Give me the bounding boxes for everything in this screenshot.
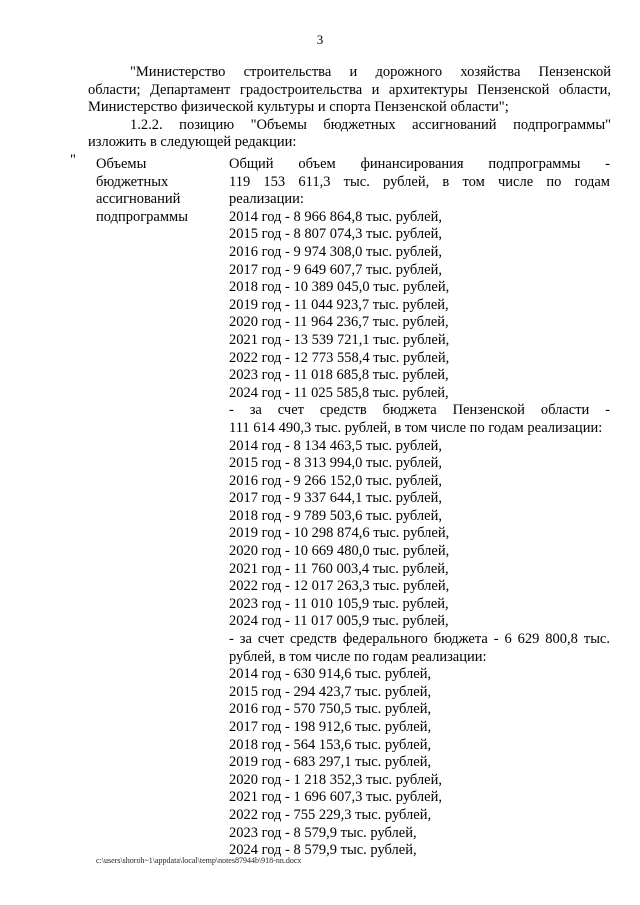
label-line: подпрограммы <box>96 208 188 225</box>
federal-years-list <box>229 666 610 860</box>
year-amount-line: 2020 год - 11 964 236,7 тыс. рублей, <box>229 314 449 331</box>
intro-line: 1.2.2. позицию "Объемы бюджетных ассигнований подпрограммы" <box>130 116 611 133</box>
year-amount-line: 2019 год - 683 297,1 тыс. рублей, <box>229 754 432 771</box>
year-amount-line: 2015 год - 8 313 994,0 тыс. рублей, <box>229 455 442 472</box>
total-line: Общий объем финансирования подпрограммы - <box>229 156 610 172</box>
federal-line: рублей, в том числе по годам реализации: <box>229 648 487 665</box>
intro-paragraph <box>88 64 611 152</box>
regional-line: - за счет средств бюджета Пензенской области - <box>229 402 610 419</box>
year-amount-line: 2022 год - 12 017 263,3 тыс. рублей, <box>229 578 450 595</box>
year-amount-line: 2016 год - 9 266 152,0 тыс. рублей, <box>229 472 442 489</box>
year-amount-line: 2018 год - 10 389 045,0 тыс. рублей, <box>229 279 450 296</box>
year-amount-line: 2021 год - 11 760 003,4 тыс. рублей, <box>229 560 449 577</box>
total-line: реализации: <box>229 191 304 208</box>
total-line: 119 153 611,3 тыс. рублей, в том числе по годам <box>229 173 610 190</box>
label-line: ассигнований <box>96 191 181 208</box>
year-amount-line: 2015 год - 8 807 074,3 тыс. рублей, <box>229 226 442 243</box>
year-amount-line: 2018 год - 9 789 503,6 тыс. рублей, <box>229 507 442 524</box>
year-amount-line: 2020 год - 10 669 480,0 тыс. рублей, <box>229 543 450 560</box>
regional-line: 111 614 490,3 тыс. рублей, в том числе по годам реализации: <box>229 419 603 436</box>
year-amount-line: 2023 год - 11 010 105,9 тыс. рублей, <box>229 595 449 612</box>
year-amount-line: 2016 год - 570 750,5 тыс. рублей, <box>229 701 432 718</box>
year-amount-line: 2018 год - 564 153,6 тыс. рублей, <box>229 736 432 753</box>
opening-quote-mark: " <box>70 152 76 168</box>
year-amount-line: 2019 год - 11 044 923,7 тыс. рублей, <box>229 296 449 313</box>
year-amount-line: 2021 год - 13 539 721,1 тыс. рублей, <box>229 331 450 348</box>
intro-line: "Министерство строительства и дорожного хозяйства Пензенской <box>130 64 611 80</box>
year-amount-line: 2016 год - 9 974 308,0 тыс. рублей, <box>229 243 442 260</box>
intro-line: области; Департамент градостроительства и архитектуры Пензенской области, <box>88 81 611 98</box>
intro-line: Министерство физической культуры и спорта Пензенской области"; <box>88 99 509 116</box>
year-amount-line: 2019 год - 10 298 874,6 тыс. рублей, <box>229 525 450 542</box>
year-amount-line: 2022 год - 12 773 558,4 тыс. рублей, <box>229 349 450 366</box>
year-amount-line: 2015 год - 294 423,7 тыс. рублей, <box>229 683 432 700</box>
position-label <box>96 156 214 226</box>
year-amount-line: 2024 год - 11 017 005,9 тыс. рублей, <box>229 613 449 630</box>
year-amount-line: 2021 год - 1 696 607,3 тыс. рублей, <box>229 789 442 806</box>
year-amount-line: 2014 год - 630 914,6 тыс. рублей, <box>229 666 432 683</box>
year-amount-line: 2020 год - 1 218 352,3 тыс. рублей, <box>229 771 442 788</box>
year-amount-line: 2023 год - 11 018 685,8 тыс. рублей, <box>229 367 449 384</box>
year-amount-line: 2024 год - 11 025 585,8 тыс. рублей, <box>229 384 449 401</box>
year-amount-line: 2017 год - 9 337 644,1 тыс. рублей, <box>229 490 442 507</box>
regional-years-list <box>229 438 610 632</box>
year-amount-line: 2014 год - 8 134 463,5 тыс. рублей, <box>229 437 442 454</box>
total-years-list <box>229 209 610 403</box>
year-amount-line: 2022 год - 755 229,3 тыс. рублей, <box>229 806 432 823</box>
year-amount-line: 2023 год - 8 579,9 тыс. рублей, <box>229 824 417 841</box>
page-number: 3 <box>316 32 324 47</box>
federal-line: - за счет средств федерального бюджета - 6 629 800,8 тыс. <box>229 631 610 648</box>
file-path-footer: c:\users\shoroh~1\appdata\local\temp\notes87944b\918-nn.docx <box>96 856 302 865</box>
year-amount-line: 2017 год - 9 649 607,7 тыс. рублей, <box>229 261 442 278</box>
year-amount-line: 2017 год - 198 912,6 тыс. рублей, <box>229 719 432 735</box>
label-line: Объемы <box>96 156 147 172</box>
year-amount-line: 2014 год - 8 966 864,8 тыс. рублей, <box>229 208 442 225</box>
budget-content <box>229 156 610 860</box>
label-line: бюджетных <box>96 173 169 190</box>
intro-line: изложить в следующей редакции: <box>88 134 297 151</box>
year-amount-line: 2024 год - 8 579,9 тыс. рублей, <box>229 842 417 859</box>
